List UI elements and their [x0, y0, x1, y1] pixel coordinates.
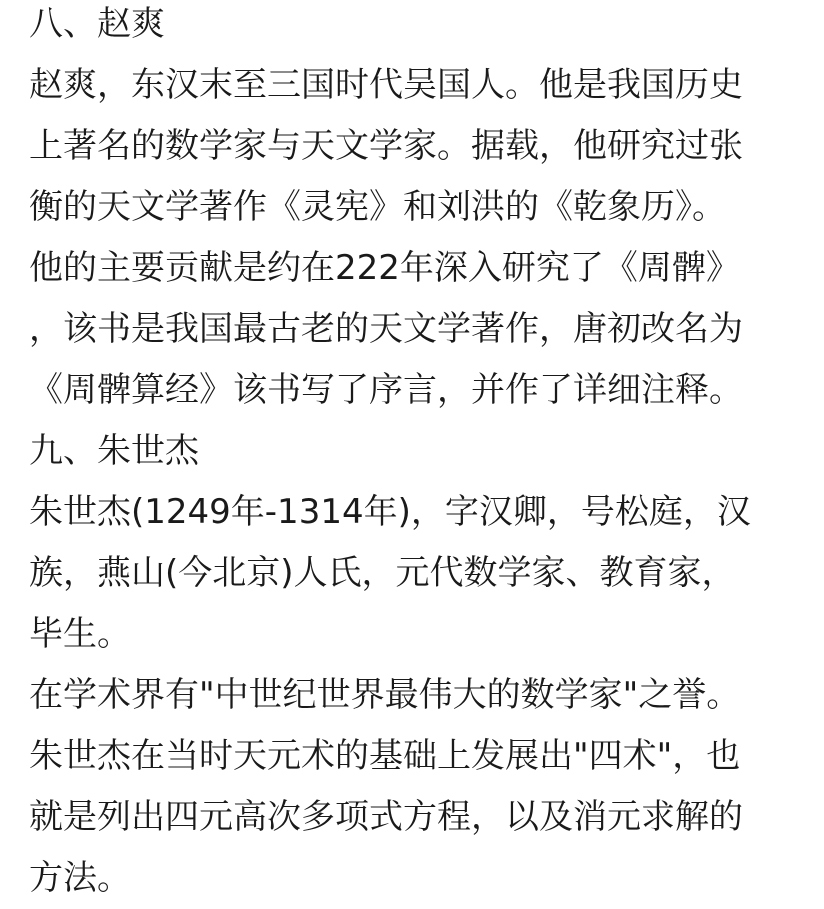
- paragraph-line: 上著名的数学家与天文学家。据载，他研究过张: [29, 126, 743, 166]
- paragraph-line: 就是列出四元高次多项式方程，以及消元求解的: [29, 797, 743, 837]
- paragraph-line: 朱世杰在当时天元术的基础上发展出"四术"，也: [29, 736, 741, 776]
- paragraph-line: 《周髀算经》该书写了序言，并作了详细注释。: [29, 370, 743, 410]
- paragraph-line: 衡的天文学著作《灵宪》和刘洪的《乾象历》。: [29, 187, 726, 227]
- paragraph-line: 毕生。: [29, 614, 131, 654]
- paragraph-line: 方法。: [29, 858, 131, 898]
- paragraph-line: ，该书是我国最古老的天文学著作，唐初改名为: [29, 309, 743, 349]
- paragraph-line: 他的主要贡献是约在222年深入研究了《周髀》: [29, 248, 740, 288]
- paragraph-line: 赵爽，东汉末至三国时代吴国人。他是我国历史: [29, 65, 743, 105]
- section-heading-zhao-shuang: 八、赵爽: [29, 4, 165, 44]
- section-heading-zhu-shijie: 九、朱世杰: [29, 431, 199, 471]
- paragraph-line: 族，燕山(今北京)人氏，元代数学家、教育家，: [29, 553, 736, 593]
- paragraph-line: 在学术界有"中世纪世界最伟大的数学家"之誉。: [29, 675, 741, 715]
- paragraph-line: 朱世杰(1249年-1314年)，字汉卿，号松庭，汉: [29, 492, 751, 532]
